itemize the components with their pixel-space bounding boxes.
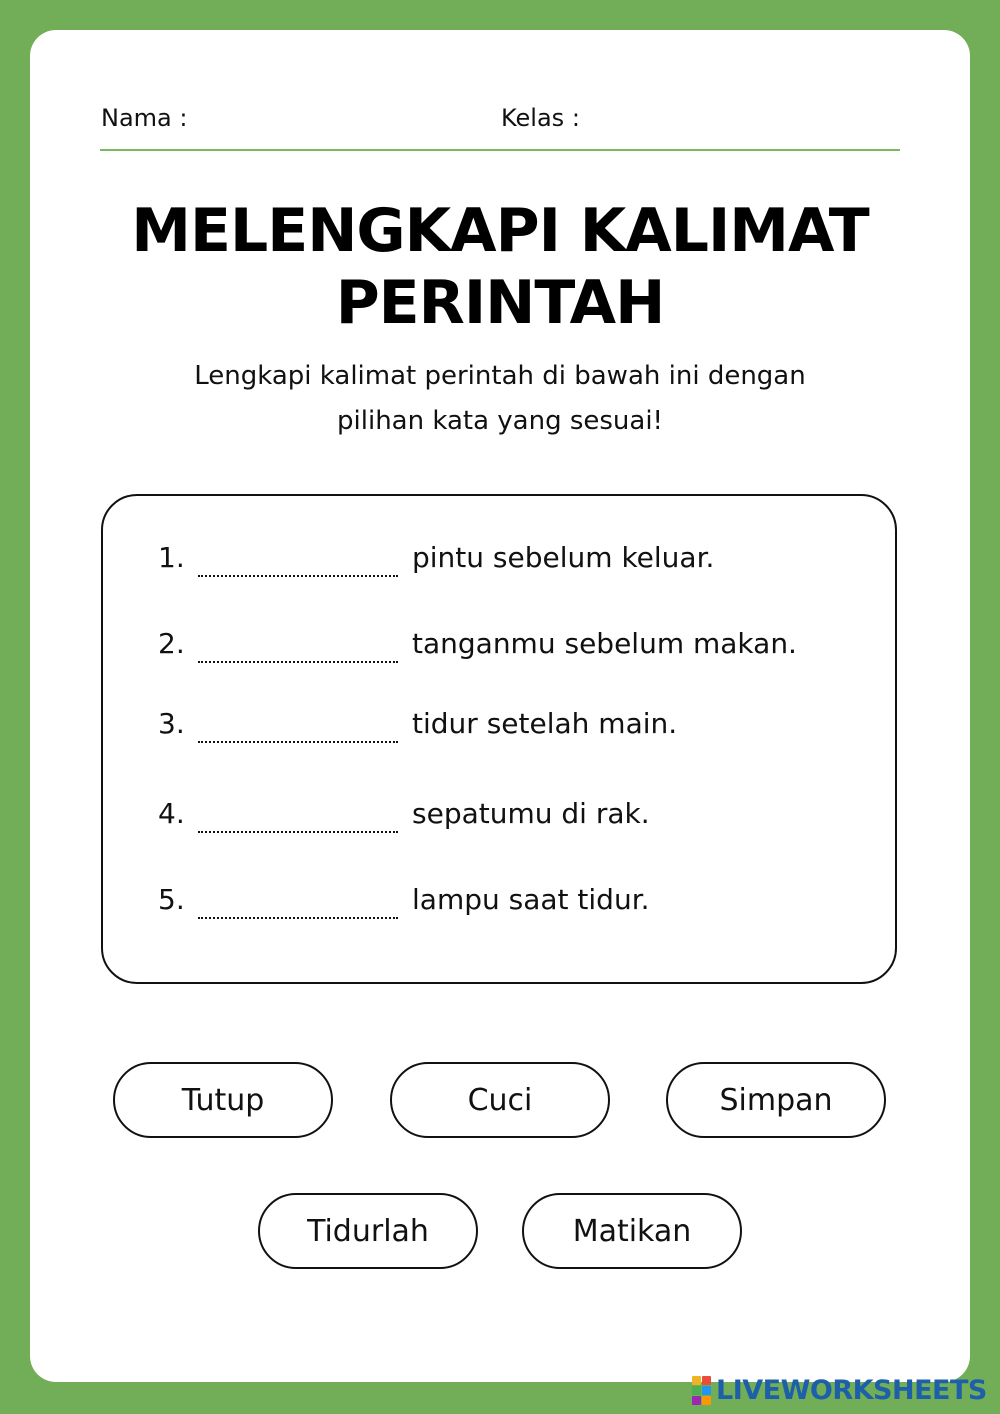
word-option-cuci[interactable]: Cuci [390,1062,610,1138]
answer-blank-4[interactable] [198,831,398,833]
answer-blank-2[interactable] [198,661,398,663]
word-option-tidurlah[interactable]: Tidurlah [258,1193,478,1269]
answer-blank-3[interactable] [198,741,398,743]
question-number: 4. [158,797,185,830]
answer-blank-1[interactable] [198,575,398,577]
question-text: pintu sebelum keluar. [412,541,715,574]
class-label: Kelas : [501,104,580,132]
instructions-line-1: Lengkapi kalimat perintah di bawah ini dengan [194,361,806,391]
question-number: 3. [158,707,185,740]
question-number: 1. [158,541,185,574]
instructions [130,354,870,444]
question-number: 5. [158,883,185,916]
name-label: Nama : [101,104,188,132]
liveworksheets-brand[interactable] [692,1372,987,1408]
liveworksheets-logo-icon [692,1376,712,1404]
instructions-line-2: pilihan kata yang sesuai! [337,406,663,436]
question-text: sepatumu di rak. [412,797,650,830]
title-line-2: PERINTAH [335,268,665,338]
question-number: 2. [158,627,185,660]
answer-blank-5[interactable] [198,917,398,919]
word-option-tutup[interactable]: Tutup [113,1062,333,1138]
header-divider [100,149,900,151]
word-option-matikan[interactable]: Matikan [522,1193,742,1269]
question-text: tidur setelah main. [412,707,678,740]
question-text: lampu saat tidur. [412,883,650,916]
brand-text: LIVEWORKSHEETS [716,1374,987,1406]
question-text: tanganmu sebelum makan. [412,627,797,660]
word-option-simpan[interactable]: Simpan [666,1062,886,1138]
title-line-1: MELENGKAPI KALIMAT [131,196,869,266]
page-title [100,195,900,339]
